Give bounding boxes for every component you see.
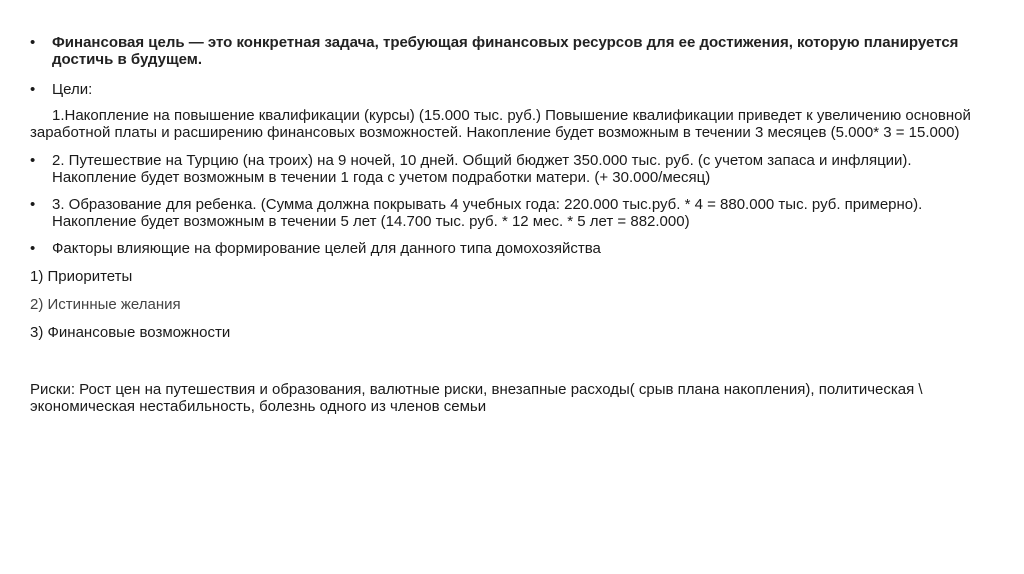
goal-2-text: 2. Путешествие на Турцию (на троих) на 9 ночей, 10 дней. Общий бюджет 350.000 тыс. руб. (с учетом запаса и инфляции). Накопление будет возможным в течении 1 года с учетом подработки матери. (+ 30.000/месяц) xyxy=(52,152,912,186)
slide-content xyxy=(30,34,990,415)
factors-heading: Факторы влияющие на формирование целей для данного типа домохозяйства xyxy=(52,240,601,257)
bullet-icon: • xyxy=(30,81,36,98)
goals-heading-bullet xyxy=(30,81,990,98)
goals-heading: Цели: xyxy=(52,81,93,98)
factor-2: 2) Истинные желания xyxy=(30,296,181,313)
bullet-icon: • xyxy=(30,196,36,213)
factor-3: 3) Финансовые возможности xyxy=(30,324,231,341)
factor-1: 1) Приоритеты xyxy=(30,268,133,285)
bullet-icon: • xyxy=(30,240,36,257)
bullet-icon: • xyxy=(30,34,36,51)
risks-text: Риски: Рост цен на путешествия и образования, валютные риски, внезапные расходы( срыв плана накопления), политическая \ экономическая нестабильность, болезнь одного из членов семьи xyxy=(30,381,923,415)
goal-2-bullet xyxy=(30,152,990,186)
spacer xyxy=(30,352,990,381)
goal-1-text: 1.Накопление на повышение квалификации (курсы) (15.000 тыс. руб.) Повышение квалификации приведет к увеличению основной заработной платы и расширению финансовых возможностей. Накопление будет возможным в течении 3 месяцев (5.000* 3 = 15.000) xyxy=(30,107,971,141)
factors-heading-bullet xyxy=(30,240,990,257)
definition-bullet xyxy=(30,34,990,68)
definition-text: Финансовая цель — это конкретная задача, требующая финансовых ресурсов для ее достижения, которую планируется достичь в будущем. xyxy=(52,34,959,68)
goal-3-text: 3. Образование для ребенка. (Сумма должна покрывать 4 учебных года: 220.000 тыс.руб. * 4 = 880.000 тыс. руб. примерно). Накопление будет возможным в течении 5 лет (14.700 тыс. руб. * 12 мес. * 5 лет = 882.000) xyxy=(52,196,923,230)
goal-3-bullet xyxy=(30,196,990,230)
bullet-icon: • xyxy=(30,152,36,169)
